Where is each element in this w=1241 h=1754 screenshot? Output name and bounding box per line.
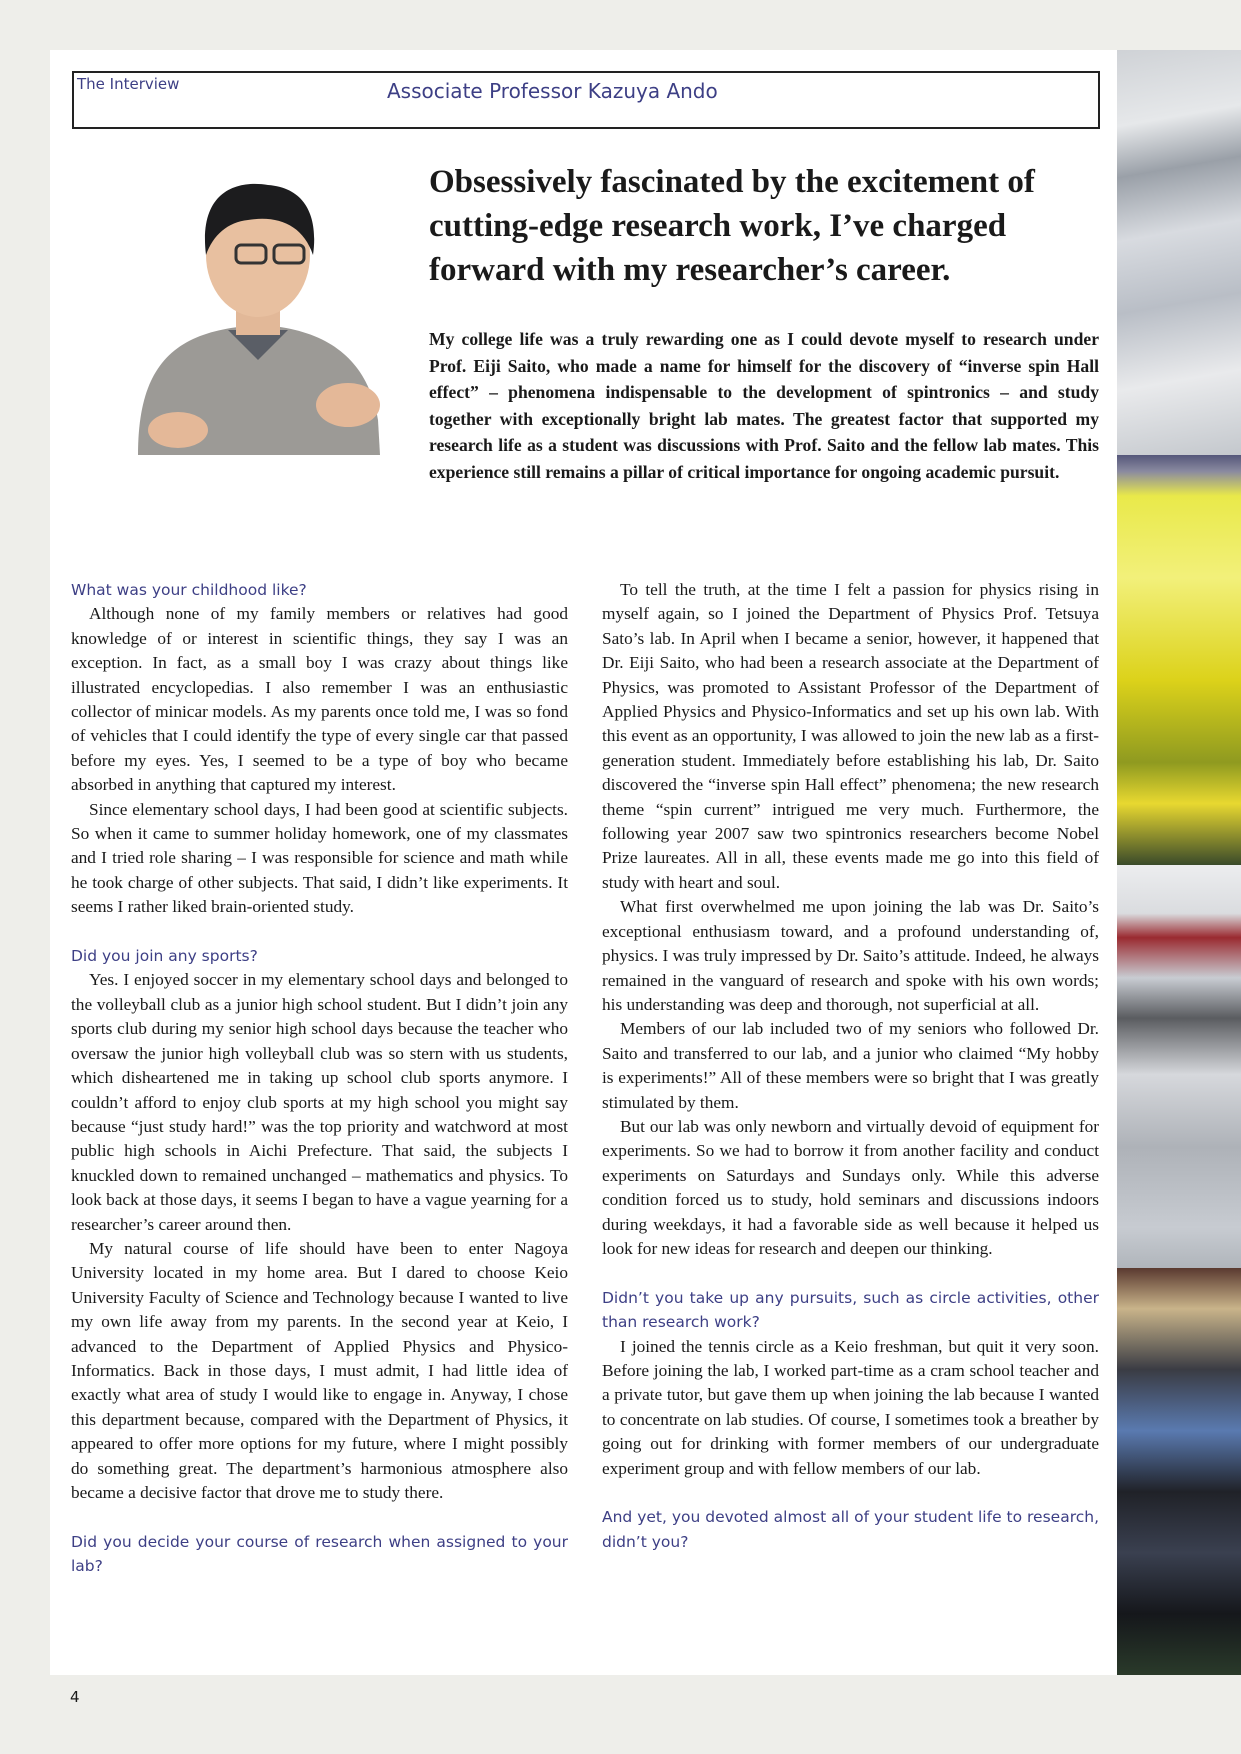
answer-paragraph: What first overwhelmed me upon joining the lab was Dr. Saito’s exceptional enthusiasm toward, and a profound understanding of, physics. I was truly impressed by Dr. Saito’s attitude. Indeed, he always remained in the vanguard of research and spoke with his own words; his understanding was deep and thorough, not superficial at all. [602,897,1099,1014]
lab-photo-yellow-room [1117,455,1241,865]
answer-paragraph: Although none of my family members or relatives had good knowledge of or interest in scientific things, they say I was an exception. In fact, as a small boy I was crazy about things like illustrated encyclopedias. I also remember I was an enthusiastic collector of minicar models. As my parents once told me, I was so fond of vehicles that I could identify the type of every single car that passed before my eyes. Yes, I seemed to be a type of boy who became absorbed in anything that captured my interest. [71,604,568,795]
interview-question: And yet, you devoted almost all of your student life to research, didn’t you? [602,1508,1099,1551]
portrait-photo [118,160,396,455]
interview-section [602,1286,1099,1481]
answer-paragraph: I joined the tennis circle as a Keio freshman, but quit it very soon. Before joining the lab, I worked part-time as a cram school teacher and a private tutor, but gave them up when joining the lab because I wanted to concentrate on lab studies. Of course, I sometimes took a breather by going out for drinking with former members of our undergraduate experiment group and with fellow members of our lab. [602,1336,1099,1478]
headline: Obsessively fascinated by the excitement of cutting-edge research work, I’ve charged forward with my researcher’s career. [429,164,1035,288]
interview-question: Did you decide your course of research when assigned to your lab? [71,1532,568,1576]
lab-photo-apparatus [1117,865,1241,1268]
lab-photo-strip [1117,50,1241,1675]
right-column [602,578,1099,1579]
answer-paragraph: But our lab was only newborn and virtually devoid of equipment for experiments. So we had to borrow it from another facility and conduct experiments on Saturdays and Sundays only. While this adverse condition forced us to study, hold seminars and discussions indoors during weekdays, it had a favorable side as well because it helped us look for new ideas for research and deepen our thinking. [602,1116,1099,1258]
interview-header-box [72,71,1100,129]
intro-paragraph: My college life was a truly rewarding one as I could devote myself to research under Prof. Eiji Saito, who made a name for himself for the discovery of “inverse spin Hall effect” – phenomena indispensable to the development of spintronics – and study together with exceptionally bright lab mates. The greatest factor that supported my research life as a student was discussions with Prof. Saito and the fellow lab mates. This experience still remains a pillar of critical importance for ongoing academic pursuit. [429,329,1099,482]
answer-paragraph: To tell the truth, at the time I felt a passion for physics rising in myself again, so I joined the Department of Physics Prof. Tetsuya Sato’s lab. In April when I became a senior, however, it happened that Dr. Eiji Saito, who had been a research associate at the Department of Physics, was promoted to Assistant Professor of the Department of Applied Physics and Physico-Informatics and set up his own lab. With this event as an opportunity, I was allowed to join the new lab as a first-generation student. Immediately before establishing his lab, Dr. Saito discovered the “inverse spin Hall effect” phenomena; the new research theme “spin current” intrigued me very much. Furthermore, the following year 2007 saw two spintronics researchers become Nobel Prize laureates. All in all, these events made me go into this field of study with heart and soul. [602,580,1099,892]
answer-paragraph: Members of our lab included two of my seniors who followed Dr. Saito and transferred to our lab, and a junior who claimed “My hobby is experiments!” All of these members were so bright that I was greatly stimulated by them. [602,1019,1099,1112]
interview-question: Didn’t you take up any pursuits, such as circle activities, other than research work? [602,1288,1099,1332]
answer-paragraph: Yes. I enjoyed soccer in my elementary school days and belonged to the volleyball club as a junior high school student. But I didn’t join any sports club during my senior high school days because the teacher who oversaw the junior high volleyball club was so stern with us students, which disheartened me in taking up school club sports anymore. I couldn’t afford to enjoy club sports at my high school you might say because “just study hard!” was the top priority and watchword at most public high schools in Aichi Prefecture. That said, the subjects I knuckled down to remained unchanged – mathematics and physics. To look back at those days, it seems I began to have a vague yearning for a researcher’s career around then. [71,970,568,1234]
left-column [71,578,568,1603]
interviewee-name: Associate Professor Kazuya Ando [387,79,718,103]
interview-question: Did you join any sports? [71,947,258,966]
interview-section [71,944,568,1505]
lab-photo-electronics [1117,1268,1241,1675]
lab-photo-equipment [1117,50,1241,455]
answer-paragraph: My natural course of life should have been to enter Nagoya University located in my home area. But I dared to choose Keio University Faculty of Science and Technology because I wanted to live my own life away from my parents. In the second year at Keio, I advanced to the Department of Applied Physics and Physico-Informatics. Back in those days, I must admit, I had little idea of exactly what area of study I would like to engage in. Anyway, I chose this department because, compared with the Department of Physics, it appeared to offer more options for my future, where I might possibly do something great. The department’s harmonious atmosphere also became a decisive factor that drove me to study there. [71,1238,568,1503]
interview-section [71,578,568,920]
interview-section [602,1505,1099,1554]
interview-section [71,1530,568,1579]
section-tag: The Interview [77,75,180,93]
page-number: 4 [70,1688,80,1706]
interview-section [602,578,1099,1261]
answer-paragraph: Since elementary school days, I had been good at scientific subjects. So when it came to summer holiday homework, one of my classmates and I tried role sharing – I was responsible for science and math while he took charge of other subjects. That said, I didn’t like experiments. It seems I rather liked brain-oriented study. [71,799,568,917]
interview-question: What was your childhood like? [71,581,307,599]
